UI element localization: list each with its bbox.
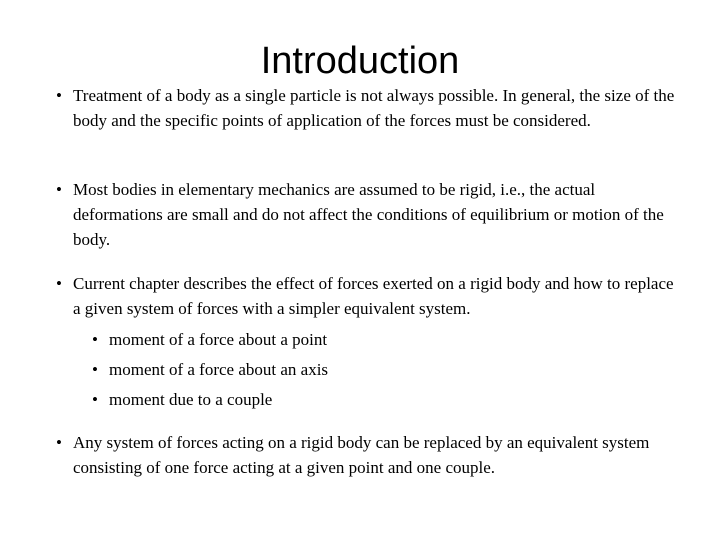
slide-title: Introduction <box>260 40 460 82</box>
bullet-text: Most bodies in elementary mechanics are assumed to be rigid, i.e., the actual deformations are small and do not affect the conditions of equilibrium or motion of the body. <box>73 180 664 249</box>
sub-bullet-icon: • <box>92 360 98 379</box>
bullet-item <box>56 83 676 133</box>
sub-bullet-item <box>56 325 676 355</box>
bullet-icon: • <box>56 180 62 199</box>
bullet-text: Treatment of a body as a single particle is not always possible. In general, the size of the body and the specific points of application of the forces must be considered. <box>73 86 675 130</box>
bullet-item <box>56 430 676 480</box>
sub-bullet-list <box>56 325 676 415</box>
sub-bullet-text: moment of a force about a point <box>109 330 328 349</box>
sub-bullet-text: moment of a force about an axis <box>109 360 329 379</box>
sub-bullet-text: moment due to a couple <box>109 390 273 409</box>
sub-bullet-item <box>56 355 676 385</box>
bullet-text: Current chapter describes the effect of forces exerted on a rigid body and how to replace a given system of forces with a simpler equivalent system. <box>73 274 674 318</box>
bullet-icon: • <box>56 86 62 105</box>
sub-bullet-item <box>56 385 676 415</box>
bullet-item <box>56 177 676 252</box>
bullet-text: Any system of forces acting on a rigid body can be replaced by an equivalent system consisting of one force acting at a given point and one couple. <box>73 433 650 477</box>
bullet-item <box>56 271 676 415</box>
sub-bullet-icon: • <box>92 390 98 409</box>
bullet-icon: • <box>56 274 62 293</box>
sub-bullet-icon: • <box>92 330 98 349</box>
bullet-icon: • <box>56 433 62 452</box>
